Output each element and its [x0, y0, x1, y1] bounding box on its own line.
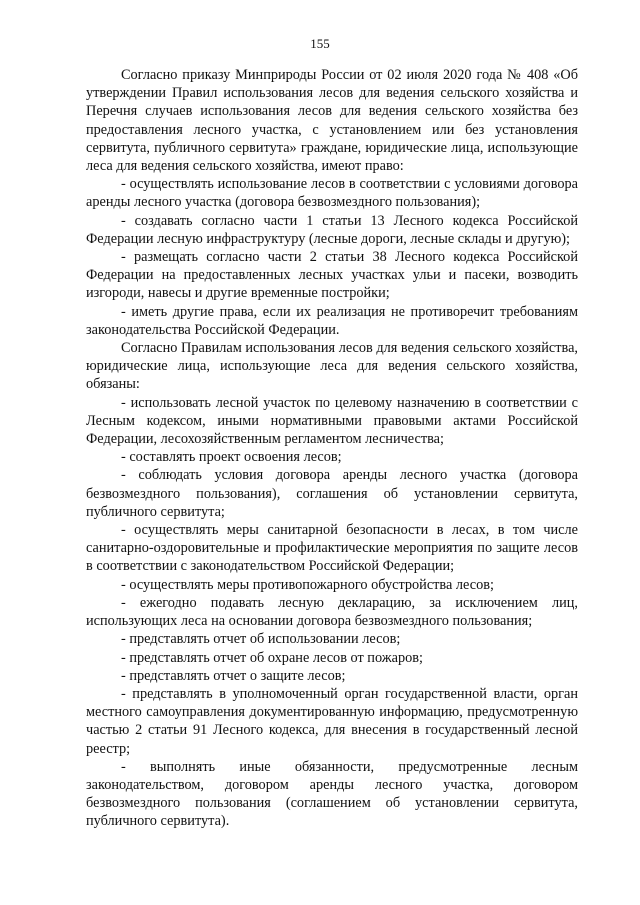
paragraph-duty-purpose: - использовать лесной участок по целевому назначению в соответствии с Лесным кодексом, иными нормативными правовыми актами Российской Федерации, лесохозяйственным регламентом лесничества;: [86, 394, 578, 448]
paragraph-right-infrastructure: - создавать согласно части 1 статьи 13 Лесного кодекса Российской Федерации лесную инфраструктуру (лесные дороги, лесные склады и другую);: [86, 212, 578, 247]
paragraph-right-other: - иметь другие права, если их реализация не противоречит требованиям законодательства Российской Федерации.: [86, 303, 578, 338]
document-body: [86, 66, 578, 831]
paragraph-intro-obligations: Согласно Правилам использования лесов для ведения сельского хозяйства, юридические лица, использующие леса для ведения сельского хозяйства, обязаны:: [86, 340, 578, 393]
page-number: 155: [310, 36, 330, 51]
paragraph-intro-rights: Согласно приказу Минприроды России от 02 июля 2020 года № 408 «Об утверждении Правил использования лесов для ведения сельского хозяйства и Перечня случаев использования лесов для ведения сельского хозяйства без предоставления лесного участка, с установлением или без установления сервитута, публичного сервитута» граждане, юридические лица, использующие леса для ведения сельского хозяйства, имеют право:: [86, 67, 578, 175]
paragraph-right-use-forests: - осуществлять использование лесов в соответствии с условиями договора аренды лесного участка (договора безвозмездного пользования);: [86, 176, 578, 211]
paragraph-duty-report-fire: - представлять отчет об охране лесов от пожаров;: [121, 649, 423, 666]
paragraph-duty-report-protection: - представлять отчет о защите лесов;: [121, 667, 346, 684]
paragraph-duty-report-use: - представлять отчет об использовании лесов;: [121, 631, 401, 648]
paragraph-duty-project: - составлять проект освоения лесов;: [121, 449, 342, 466]
paragraph-duty-sanitary: - осуществлять меры санитарной безопасности в лесах, в том числе санитарно-оздоровительные и профилактические мероприятия по защите лесов в соответствии с законодательством Российской Федерации;: [86, 522, 578, 575]
paragraph-duty-contract: - соблюдать условия договора аренды лесного участка (договора безвозмездного пользования), соглашения об установлении сервитута, публичного сервитута;: [86, 467, 578, 520]
paragraph-duty-fire: - осуществлять меры противопожарного обустройства лесов;: [121, 576, 494, 593]
paragraph-right-apiaries: - размещать согласно части 2 статьи 38 Лесного кодекса Российской Федерации на предоставленных лесных участках ульи и пасеки, возводить изгороди, навесы и другие временные постройки;: [86, 249, 578, 302]
paragraph-duty-other: - выполнять иные обязанности, предусмотренные лесным законодательством, договором аренды лесного участка, договором безвозмездного пользования (соглашением об установлении сервитута, публичного сервитута).: [86, 758, 578, 830]
paragraph-duty-declaration: - ежегодно подавать лесную декларацию, за исключением лиц, использующих леса на основании договора безвозмездного пользования;: [86, 594, 578, 630]
paragraph-duty-registry: - представлять в уполномоченный орган государственной власти, орган местного самоуправления документированную информацию, предусмотренную частью 2 статьи 91 Лесного кодекса, для внесения в государственный лесной реестр;: [86, 685, 578, 757]
